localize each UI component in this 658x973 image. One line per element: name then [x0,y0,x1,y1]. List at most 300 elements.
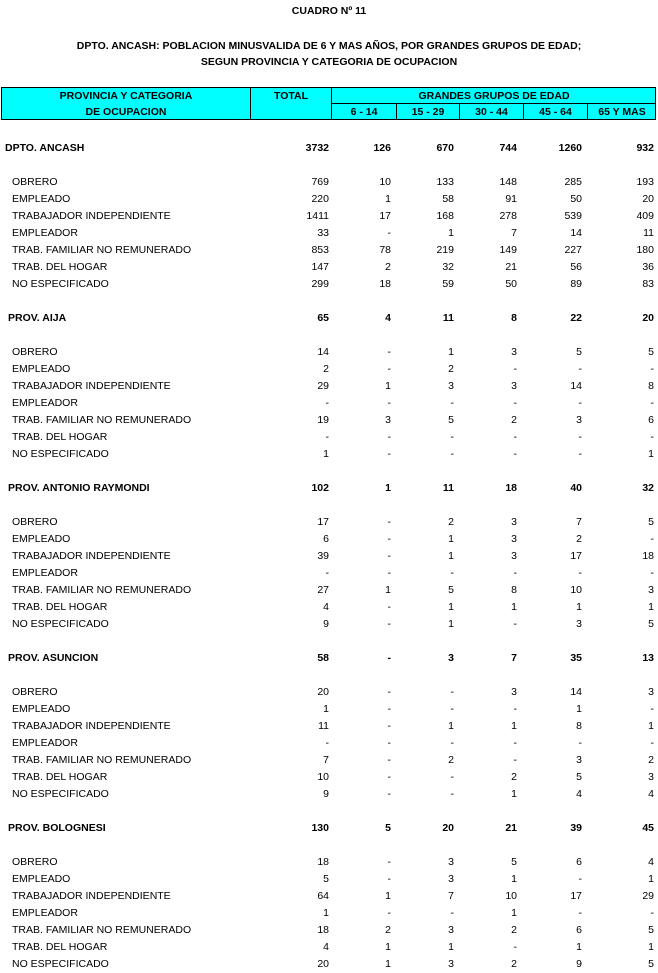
row-value: - [513,737,517,749]
row-value: 18 [379,278,391,290]
row-label: EMPLEADOR [12,227,78,239]
section-value: 932 [636,142,654,154]
row-value: - [450,397,454,409]
row-value: 5 [576,346,582,358]
table-row [0,191,658,208]
row-value: 1 [385,584,391,596]
row-value: 2 [511,414,517,426]
row-value: 6 [576,856,582,868]
row-value: 6 [323,533,329,545]
table-row [0,429,658,446]
table-row [0,174,658,191]
row-value: 1 [385,941,391,953]
row-value: - [578,397,582,409]
section-value: 670 [436,142,454,154]
table-row [0,565,658,582]
row-value: 9 [576,958,582,970]
row-value: 17 [379,210,391,222]
row-value: 5 [511,856,517,868]
section-value: 11 [442,312,454,324]
row-value: - [578,448,582,460]
row-value: 5 [323,873,329,885]
row-value: - [387,550,391,562]
row-value: - [387,856,391,868]
section-value: 1 [385,482,391,494]
row-label: TRABAJADOR INDEPENDIENTE [12,380,171,392]
row-value: 1 [385,890,391,902]
row-label: TRAB. DEL HOGAR [12,431,108,443]
row-value: - [513,941,517,953]
table-row [0,922,658,939]
row-value: 18 [317,856,329,868]
row-value: 2 [511,924,517,936]
row-label: TRAB. FAMILIAR NO REMUNERADO [12,924,192,936]
row-value: 1411 [306,210,329,222]
row-label: TRABAJADOR INDEPENDIENTE [12,890,171,902]
table-row [0,378,658,395]
row-value: 1 [576,941,582,953]
row-label: TRABAJADOR INDEPENDIENTE [12,720,171,732]
row-value: 1 [323,907,329,919]
row-value: 3 [448,958,454,970]
row-value: 3 [511,533,517,545]
row-value: 1 [648,448,654,460]
row-value: - [650,567,654,579]
section-value: 8 [511,312,517,324]
row-label: OBRERO [12,686,58,698]
row-value: - [450,703,454,715]
row-value: 89 [570,278,582,290]
table-title-line2: SEGUN PROVINCIA Y CATEGORIA DE OCUPACION [200,56,458,68]
table-row [0,514,658,531]
row-value: 3 [576,618,582,630]
row-value: 5 [648,924,654,936]
row-value: 78 [379,244,391,256]
row-label: TRAB. DEL HOGAR [12,941,108,953]
row-value: 7 [576,516,582,528]
row-value: 10 [379,176,391,188]
row-value: 18 [317,924,329,936]
row-value: 1 [448,601,454,613]
row-value: 9 [323,788,329,800]
section-value: 7 [511,652,517,664]
header-age-6-14: 6 - 14 [350,106,378,118]
section-label: PROV. ANTONIO RAYMONDI [8,482,150,494]
row-value: 4 [323,941,329,953]
row-value: 2 [648,754,654,766]
row-value: 5 [648,958,654,970]
row-value: 8 [648,380,654,392]
row-value: 1 [448,618,454,630]
row-value: 168 [436,210,454,222]
row-value: 21 [505,261,517,273]
row-value: 3 [576,414,582,426]
row-value: - [450,686,454,698]
row-label: EMPLEADOR [12,397,78,409]
section-value: 32 [642,482,654,494]
row-value: 1 [448,720,454,732]
row-value: 59 [442,278,454,290]
row-value: - [650,737,654,749]
row-value: - [578,431,582,443]
table-row [0,735,658,752]
row-label: OBRERO [12,346,58,358]
row-value: 33 [317,227,329,239]
row-value: - [513,363,517,375]
row-value: 2 [385,261,391,273]
table-row [0,871,658,888]
row-value: 4 [576,788,582,800]
row-value: 2 [511,958,517,970]
row-value: - [513,703,517,715]
section-value: 130 [311,822,329,834]
section-label: PROV. BOLOGNESI [8,822,106,834]
row-value: - [578,907,582,919]
row-value: - [650,397,654,409]
table-row [0,939,658,956]
section-value: 102 [311,482,329,494]
section-value: 11 [442,482,454,494]
row-label: EMPLEADO [12,363,71,375]
table-row [0,599,658,616]
row-value: - [325,397,329,409]
section-value: 65 [317,312,329,324]
table-row [0,208,658,225]
row-value: 147 [311,261,329,273]
row-value: 2 [323,363,329,375]
row-value: 3 [648,771,654,783]
row-label: EMPLEADOR [12,567,78,579]
table-row [0,395,658,412]
row-value: 7 [511,227,517,239]
table-row [0,718,658,735]
section-value: 4 [385,312,391,324]
row-value: - [387,448,391,460]
row-value: - [387,397,391,409]
row-label: OBRERO [12,856,58,868]
row-value: 19 [317,414,329,426]
row-value: 1 [576,601,582,613]
row-value: 5 [448,414,454,426]
row-value: 5 [576,771,582,783]
table-row [0,905,658,922]
row-value: 3 [511,380,517,392]
section-label: DPTO. ANCASH [5,142,85,154]
row-value: 6 [648,414,654,426]
row-value: - [513,397,517,409]
row-value: 39 [317,550,329,562]
row-value: - [387,601,391,613]
row-value: 1 [511,873,517,885]
row-value: 20 [317,686,329,698]
row-value: - [387,618,391,630]
row-value: 83 [642,278,654,290]
row-value: - [387,346,391,358]
table-row [0,956,658,973]
row-value: 58 [442,193,454,205]
row-value: 17 [570,550,582,562]
row-value: - [387,771,391,783]
row-value: 278 [499,210,517,222]
row-value: 3 [576,754,582,766]
row-value: 193 [636,176,654,188]
row-label: TRAB. DEL HOGAR [12,601,108,613]
row-value: 4 [648,856,654,868]
row-label: EMPLEADOR [12,907,78,919]
row-label: EMPLEADO [12,873,71,885]
row-value: 36 [642,261,654,273]
row-value: 148 [499,176,517,188]
row-label: EMPLEADOR [12,737,78,749]
row-value: - [325,737,329,749]
row-value: 2 [385,924,391,936]
table-row [0,769,658,786]
row-value: 5 [648,516,654,528]
section-value: - [387,652,391,664]
section-row [0,480,658,497]
row-value: 3 [511,346,517,358]
row-value: - [450,431,454,443]
row-label: TRAB. DEL HOGAR [12,261,108,273]
row-label: OBRERO [12,516,58,528]
row-value: 2 [448,754,454,766]
row-label: EMPLEADO [12,703,71,715]
row-label: NO ESPECIFICADO [12,788,109,800]
table-row [0,616,658,633]
row-value: - [513,431,517,443]
row-value: - [387,227,391,239]
section-value: 35 [570,652,582,664]
section-value: 58 [317,652,329,664]
row-value: - [387,363,391,375]
row-value: - [387,720,391,732]
section-row [0,310,658,327]
row-label: EMPLEADO [12,193,71,205]
header-age-groups: GRANDES GRUPOS DE EDAD [418,90,570,102]
row-value: 8 [511,584,517,596]
header-province-line2: DE OCUPACION [85,106,167,118]
row-value: - [387,516,391,528]
row-value: - [578,737,582,749]
row-label: EMPLEADO [12,533,71,545]
row-label: NO ESPECIFICADO [12,448,109,460]
row-value: 8 [576,720,582,732]
section-label: PROV. AIJA [8,312,67,324]
row-value: - [387,754,391,766]
header-total: TOTAL [273,90,309,102]
row-value: - [513,618,517,630]
section-value: 39 [570,822,582,834]
row-value: 4 [323,601,329,613]
row-value: - [650,363,654,375]
row-value: - [387,703,391,715]
header-age-65-mas: 65 Y MAS [598,106,646,118]
table-row [0,242,658,259]
section-row [0,650,658,667]
table-row [0,344,658,361]
row-value: 285 [564,176,582,188]
row-value: - [325,567,329,579]
row-value: 64 [317,890,329,902]
row-label: TRAB. FAMILIAR NO REMUNERADO [12,584,192,596]
row-value: - [513,448,517,460]
table-header [1,87,656,120]
row-value: - [513,567,517,579]
row-label: NO ESPECIFICADO [12,958,109,970]
row-label: NO ESPECIFICADO [12,278,109,290]
row-label: TRABAJADOR INDEPENDIENTE [12,210,171,222]
row-value: - [650,907,654,919]
section-value: 20 [642,312,654,324]
row-value: 1 [648,720,654,732]
row-value: 10 [317,771,329,783]
row-value: - [450,788,454,800]
row-value: 5 [448,584,454,596]
row-value: 2 [511,771,517,783]
section-value: 18 [505,482,517,494]
row-value: 1 [448,550,454,562]
row-value: 2 [576,533,582,545]
row-value: - [513,754,517,766]
section-value: 5 [385,822,391,834]
table-row [0,548,658,565]
row-value: - [650,431,654,443]
table-row [0,701,658,718]
row-value: 32 [442,261,454,273]
table-row [0,854,658,871]
row-value: 27 [317,584,329,596]
row-value: - [387,533,391,545]
table-row [0,888,658,905]
section-value: 744 [499,142,517,154]
row-value: - [450,567,454,579]
row-value: 2 [448,363,454,375]
table-row [0,361,658,378]
row-value: - [450,771,454,783]
table-number: CUADRO Nº 11 [291,5,367,17]
row-value: 1 [648,873,654,885]
row-value: - [450,907,454,919]
row-value: 3 [448,380,454,392]
table-row [0,225,658,242]
row-value: 3 [448,873,454,885]
row-value: 29 [642,890,654,902]
row-value: 3 [448,856,454,868]
section-value: 126 [373,142,391,154]
table-row [0,259,658,276]
table-title-line1: DPTO. ANCASH: POBLACION MINUSVALIDA DE 6 Y MAS AÑOS, POR GRANDES GRUPOS DE EDAD; [76,40,582,52]
row-value: 1 [385,958,391,970]
row-value: 299 [311,278,329,290]
row-value: 11 [318,720,329,732]
row-value: 4 [648,788,654,800]
table-row [0,412,658,429]
row-value: - [387,907,391,919]
section-value: 45 [642,822,654,834]
row-value: 1 [448,227,454,239]
row-value: 1 [511,788,517,800]
table-row [0,582,658,599]
section-value: 13 [642,652,654,664]
row-label: OBRERO [12,176,58,188]
header-age-15-29: 15 - 29 [411,106,445,118]
row-label: TRAB. FAMILIAR NO REMUNERADO [12,414,192,426]
row-value: - [450,448,454,460]
row-value: 3 [385,414,391,426]
row-label: TRAB. FAMILIAR NO REMUNERADO [12,244,192,256]
row-value: 6 [576,924,582,936]
row-value: 3 [448,924,454,936]
row-value: 20 [317,958,329,970]
row-value: 1 [511,907,517,919]
row-value: 3 [648,584,654,596]
row-value: 1 [323,448,329,460]
row-value: 1 [511,720,517,732]
row-value: 1 [448,533,454,545]
row-value: 1 [576,703,582,715]
row-value: 10 [505,890,517,902]
row-value: 853 [311,244,329,256]
row-label: TRAB. DEL HOGAR [12,771,108,783]
row-value: 14 [317,346,329,358]
row-value: 133 [436,176,454,188]
row-value: 17 [317,516,329,528]
row-value: 3 [648,686,654,698]
row-value: 1 [648,601,654,613]
row-value: 10 [570,584,582,596]
row-value: 56 [570,261,582,273]
row-value: 149 [499,244,517,256]
table-row [0,786,658,803]
row-value: 1 [448,941,454,953]
section-value: 3 [448,652,454,664]
row-value: - [578,363,582,375]
section-label: PROV. ASUNCION [8,652,99,664]
row-value: 1 [385,193,391,205]
table-row [0,752,658,769]
row-value: 1 [323,703,329,715]
row-label: TRABAJADOR INDEPENDIENTE [12,550,171,562]
section-row [0,820,658,837]
table-row [0,276,658,293]
row-value: 7 [323,754,329,766]
row-value: 17 [570,890,582,902]
row-value: 14 [570,227,582,239]
header-age-45-64: 45 - 64 [539,106,572,118]
section-value: 3732 [305,142,329,154]
header-province-line1: PROVINCIA Y CATEGORIA [59,90,193,102]
row-value: 50 [570,193,582,205]
section-value: 40 [570,482,582,494]
row-value: 50 [505,278,517,290]
row-value: 29 [317,380,329,392]
row-value: - [387,873,391,885]
row-value: - [387,567,391,579]
row-value: 9 [323,618,329,630]
row-value: - [387,788,391,800]
row-value: - [578,567,582,579]
row-value: 2 [448,516,454,528]
row-value: - [650,703,654,715]
row-value: 3 [511,550,517,562]
row-value: - [325,431,329,443]
row-value: - [387,431,391,443]
section-row [0,140,658,157]
row-value: 227 [564,244,582,256]
row-value: 20 [642,193,654,205]
row-value: 539 [564,210,582,222]
row-value: 409 [636,210,654,222]
